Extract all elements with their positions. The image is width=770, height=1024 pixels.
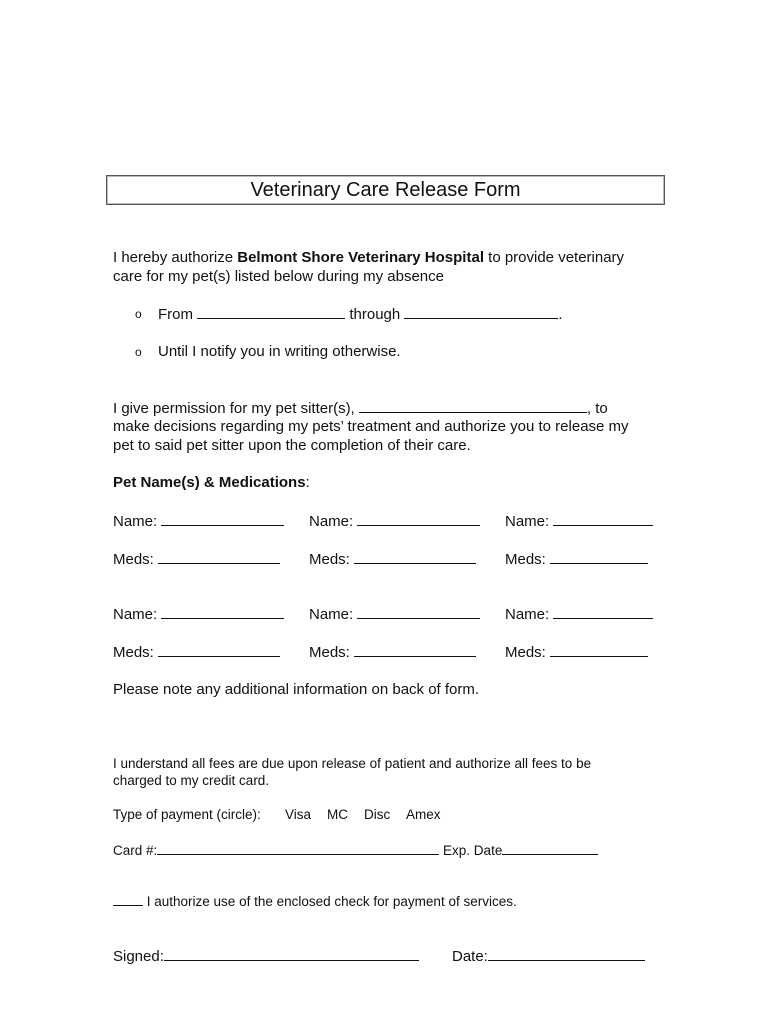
- sitter-text-post: , to: [586, 400, 608, 417]
- hospital-name: Belmont Shore Veterinary Hospital: [237, 249, 484, 266]
- meds-label: Meds:: [113, 644, 154, 661]
- sitter-line-3: pet to said pet sitter upon the completion of their care.: [113, 437, 471, 454]
- name-label: Name:: [113, 513, 158, 530]
- name-label: Name:: [309, 606, 354, 623]
- payment-option-amex[interactable]: Amex: [406, 807, 441, 822]
- card-number-label: Card #:: [113, 843, 158, 858]
- card-number-row: [113, 840, 598, 860]
- pet-meds-field[interactable]: [158, 642, 280, 657]
- payment-option-visa[interactable]: Visa: [285, 807, 312, 822]
- signed-label: Signed:: [113, 948, 164, 965]
- pet-sitter-field[interactable]: [359, 398, 587, 413]
- pet-name-field[interactable]: [357, 511, 480, 526]
- additional-info-note: Please note any additional information on back of form.: [113, 681, 480, 698]
- from-label: From: [158, 306, 193, 323]
- date-range-option: [158, 304, 563, 324]
- sitter-line-2: make decisions regarding my pets’ treatment and authorize you to release my: [113, 418, 629, 435]
- exp-date-field[interactable]: [502, 840, 598, 855]
- pet-name-field[interactable]: [161, 511, 284, 526]
- meds-label: Meds:: [113, 551, 154, 568]
- name-label: Name:: [505, 606, 550, 623]
- pet-meds-field[interactable]: [550, 549, 648, 564]
- meds-label: Meds:: [309, 644, 350, 661]
- authorization-line-2: care for my pet(s) listed below during my absence: [113, 268, 444, 285]
- from-date-field[interactable]: [197, 304, 345, 319]
- pets-heading: [113, 473, 310, 492]
- date-field[interactable]: [488, 946, 645, 961]
- bullet-icon: o: [135, 307, 142, 321]
- auth-text-pre: I hereby authorize: [113, 249, 238, 266]
- meds-label: Meds:: [309, 551, 350, 568]
- exp-date-label: Exp. Date: [443, 843, 503, 858]
- period-text: .: [558, 306, 563, 323]
- pet-meds-field[interactable]: [354, 549, 476, 564]
- pets-heading-text: Pet Name(s) & Medications: [113, 474, 306, 491]
- payment-option-mc[interactable]: MC: [327, 807, 348, 822]
- pet-meds-field[interactable]: [158, 549, 280, 564]
- bullet-icon: o: [135, 345, 142, 359]
- form-title: Veterinary Care Release Form: [250, 178, 521, 201]
- pet-meds-4: [113, 642, 280, 662]
- pet-name-6: [505, 604, 653, 624]
- pet-meds-field[interactable]: [550, 642, 648, 657]
- meds-label: Meds:: [505, 551, 546, 568]
- signature-field[interactable]: [164, 946, 419, 961]
- pet-name-field[interactable]: [161, 604, 284, 619]
- meds-label: Meds:: [505, 644, 546, 661]
- payment-option-disc[interactable]: Disc: [364, 807, 391, 822]
- pet-name-2: [309, 511, 480, 531]
- sitter-text-pre: I give permission for my pet sitter(s),: [113, 400, 355, 417]
- pet-meds-2: [309, 549, 476, 569]
- auth-text-post: to provide veterinary: [483, 249, 625, 266]
- pet-name-field[interactable]: [553, 511, 653, 526]
- name-label: Name:: [113, 606, 158, 623]
- pet-meds-1: [113, 549, 280, 569]
- signature-row: [113, 946, 419, 966]
- pet-name-4: [113, 604, 284, 624]
- sitter-line-1: [113, 398, 608, 418]
- pet-meds-5: [309, 642, 476, 662]
- name-label: Name:: [309, 513, 354, 530]
- payment-type-label: Type of payment (circle):: [113, 807, 261, 822]
- pet-meds-3: [505, 549, 648, 569]
- until-notified-option: Until I notify you in writing otherwise.: [158, 343, 401, 360]
- pet-name-3: [505, 511, 653, 531]
- through-label: through: [349, 306, 401, 323]
- check-authorization-text: I authorize use of the enclosed check for payment of services.: [146, 894, 517, 909]
- pet-name-5: [309, 604, 480, 624]
- card-number-field[interactable]: [157, 840, 439, 855]
- date-row: [452, 946, 645, 966]
- fees-line-1: I understand all fees are due upon release of patient and authorize all fees to be: [113, 756, 592, 771]
- pet-meds-6: [505, 642, 648, 662]
- name-label: Name:: [505, 513, 550, 530]
- pet-name-1: [113, 511, 284, 531]
- date-label: Date:: [452, 948, 488, 965]
- check-initials-field[interactable]: [113, 891, 143, 906]
- form-title-box: [106, 175, 665, 205]
- pet-name-field[interactable]: [357, 604, 480, 619]
- through-date-field[interactable]: [404, 304, 558, 319]
- pet-meds-field[interactable]: [354, 642, 476, 657]
- fees-line-2: charged to my credit card.: [113, 773, 270, 788]
- check-authorization-row: [113, 891, 517, 911]
- pets-heading-colon: :: [305, 474, 310, 491]
- authorization-line-1: [113, 248, 624, 267]
- pet-name-field[interactable]: [553, 604, 653, 619]
